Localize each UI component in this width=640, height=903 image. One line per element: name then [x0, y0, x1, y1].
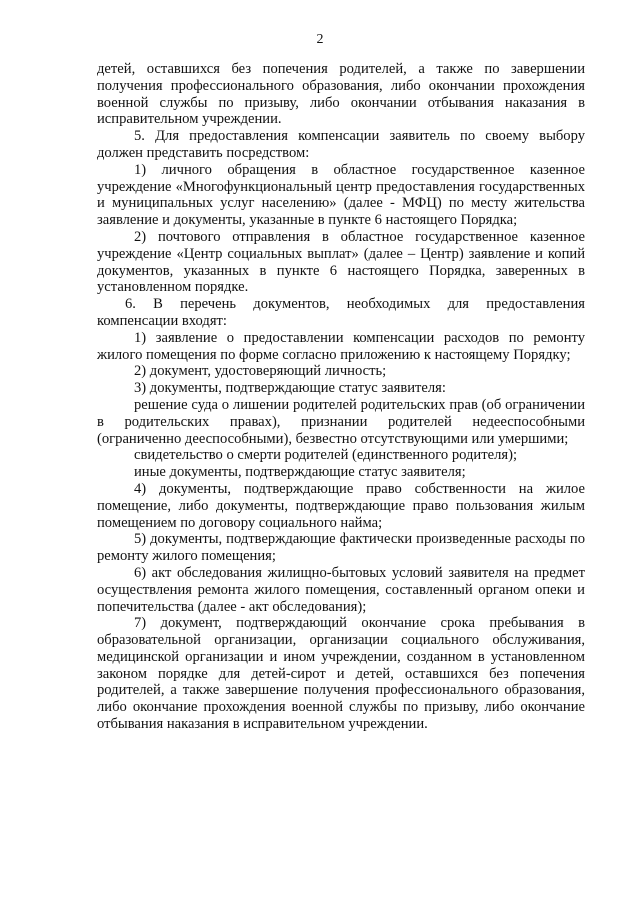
paragraph-item-6-5: 5) документы, подтверждающие фактически произведенные расходы по ремонту жилого помещения;: [97, 531, 585, 565]
paragraph-item-6-4: 4) документы, подтверждающие право собственности на жилое помещение, либо документы, подтверждающие право пользования жилым помещением по договору социального найма;: [97, 480, 585, 531]
paragraph-item-5: 5. Для предоставления компенсации заявитель по своему выбору должен представить посредством:: [97, 128, 585, 161]
paragraph-item-5-2: 2) почтового отправления в областное государственное казенное учреждение «Центр социальных выплат» (далее – Центр) заявление и копий документов, указанных в пункте 6 настоящего Порядка, заверенных в установленном порядке.: [97, 228, 585, 296]
paragraph-item-6-7: 7) документ, подтверждающий окончание срока пребывания в образовательной организации, организации социального обслуживания, медицинской организации и ином учреждении, созданном в установленном законом порядке для детей-сирот и детей, оставшихся без попечения родителей, а также завершение получения профессионального образования, либо окончание прохождения военной службы по призыву, либо окончание отбывания наказания в исправительном учреждении.: [97, 615, 585, 733]
paragraph-status-other-documents: иные документы, подтверждающие статус заявителя;: [134, 464, 466, 481]
paragraph-continuation: детей, оставшихся без попечения родителей, а также по завершении получения профессионального образования, либо окончании прохождения военной службы по призыву, либо окончании отбывания наказания в исправительном учреждении.: [97, 61, 585, 128]
paragraph-status-court-decision: решение суда о лишении родителей родительских прав (об ограничении в родительских правах), признании родителей недееспособными (ограниченно дееспособными), безвестно отсутствующими или умершими;: [97, 396, 585, 447]
document-body: [97, 61, 585, 733]
paragraph-item-6-3: 3) документы, подтверждающие статус заявителя:: [134, 380, 446, 397]
paragraph-item-6-6: 6) акт обследования жилищно-бытовых условий заявителя на предмет осуществления ремонта жилого помещения, составленный органом опеки и попечительства (далее - акт обследования);: [97, 564, 585, 615]
paragraph-item-6-1: 1) заявление о предоставлении компенсации расходов по ремонту жилого помещения по форме согласно приложению к настоящему Порядку;: [97, 329, 585, 363]
page-number: 2: [316, 32, 324, 47]
paragraph-status-death-certificate: свидетельство о смерти родителей (единственного родителя);: [134, 447, 518, 464]
paragraph-item-6-2: 2) документ, удостоверяющий личность;: [134, 363, 387, 380]
paragraph-item-5-1: 1) личного обращения в областное государственное казенное учреждение «Многофункциональный центр предоставления государственных и муниципальных услуг населению» (далее - МФЦ) по месту жительства заявление и документы, указанные в пункте 6 настоящего Порядка;: [97, 161, 585, 229]
paragraph-item-6: 6. В перечень документов, необходимых для предоставления компенсации входят:: [97, 296, 585, 329]
